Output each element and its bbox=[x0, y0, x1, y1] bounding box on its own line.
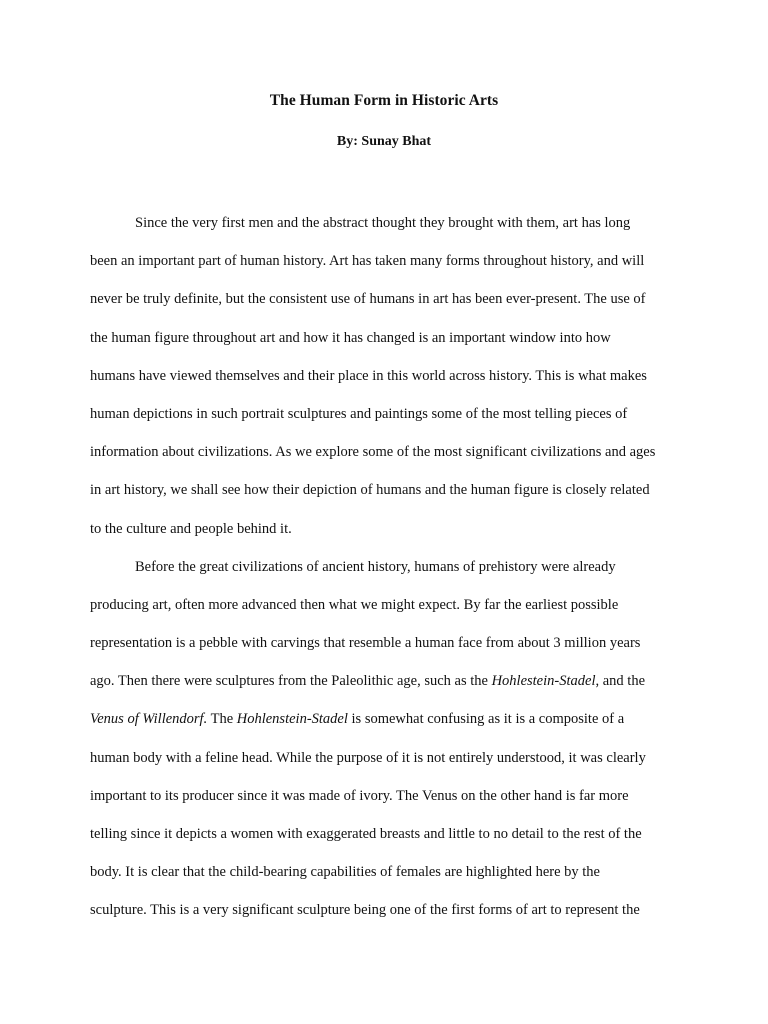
text-line bbox=[90, 357, 680, 395]
text-line bbox=[90, 586, 680, 624]
text-line bbox=[90, 433, 680, 471]
text-segment: the human figure throughout art and how it has changed is an important window into how bbox=[90, 329, 611, 346]
document-title: The Human Form in Historic Arts bbox=[269, 92, 499, 109]
text-line bbox=[90, 739, 680, 777]
text-segment: Since the very first men and the abstract thought they brought with them, art has long bbox=[135, 215, 631, 231]
document-body bbox=[90, 204, 680, 930]
text-segment: is somewhat confusing as it is a composite of a bbox=[347, 711, 625, 728]
text-segment: never be truly definite, but the consistent use of humans in art has been ever-present. The use of bbox=[90, 291, 646, 308]
text-line bbox=[90, 204, 680, 242]
text-line bbox=[90, 395, 680, 433]
text-segment: ago. Then there were sculptures from the Paleolithic age, such as the bbox=[90, 673, 492, 690]
text-segment: information about civilizations. As we explore some of the most significant civilizations and ages bbox=[90, 444, 656, 461]
text-line bbox=[90, 777, 680, 815]
author-byline: By: Sunay Bhat bbox=[336, 134, 432, 149]
text-line bbox=[90, 853, 680, 891]
text-line bbox=[90, 815, 680, 853]
text-segment: The bbox=[207, 711, 237, 728]
text-line bbox=[90, 700, 680, 738]
text-segment: , and the bbox=[595, 673, 646, 690]
italic-artwork-title: Hohlestein-Stadel bbox=[491, 673, 596, 690]
text-segment: been an important part of human history. Art has taken many forms throughout history, and will bbox=[90, 253, 645, 270]
text-line bbox=[90, 280, 680, 318]
italic-artwork-title: Venus of Willendorf. bbox=[90, 711, 208, 728]
text-segment: in art history, we shall see how their depiction of humans and the human figure is closely related bbox=[90, 482, 650, 499]
text-segment: telling since it depicts a women with exaggerated breasts and little to no detail to the rest of the bbox=[90, 826, 642, 842]
text-line bbox=[90, 319, 680, 357]
text-segment: to the culture and people behind it. bbox=[90, 520, 292, 537]
text-line bbox=[90, 510, 680, 548]
text-line bbox=[90, 624, 680, 662]
text-line bbox=[90, 242, 680, 280]
text-segment: important to its producer since it was made of ivory. The Venus on the other hand is far more bbox=[90, 787, 629, 804]
text-segment: body. It is clear that the child-bearing capabilities of females are highlighted here by the bbox=[90, 864, 600, 881]
text-segment: sculpture. This is a very significant sculpture being one of the first forms of art to represent the bbox=[90, 902, 640, 919]
text-segment: human body with a feline head. While the purpose of it is not entirely understood, it was clearly bbox=[90, 749, 646, 766]
text-segment: representation is a pebble with carvings that resemble a human face from about 3 million years bbox=[90, 635, 641, 652]
text-line bbox=[90, 891, 680, 929]
text-segment: human depictions in such portrait sculptures and paintings some of the most telling pieces of bbox=[90, 405, 628, 422]
text-line bbox=[90, 471, 680, 509]
text-segment: producing art, often more advanced then what we might expect. By far the earliest possible bbox=[90, 596, 619, 613]
text-line bbox=[90, 662, 680, 700]
text-segment: humans have viewed themselves and their place in this world across history. This is what makes bbox=[90, 367, 647, 384]
text-line bbox=[90, 548, 680, 586]
text-segment: Before the great civilizations of ancient history, humans of prehistory were already bbox=[135, 558, 616, 575]
italic-artwork-title: Hohlenstein-Stadel bbox=[236, 711, 348, 728]
